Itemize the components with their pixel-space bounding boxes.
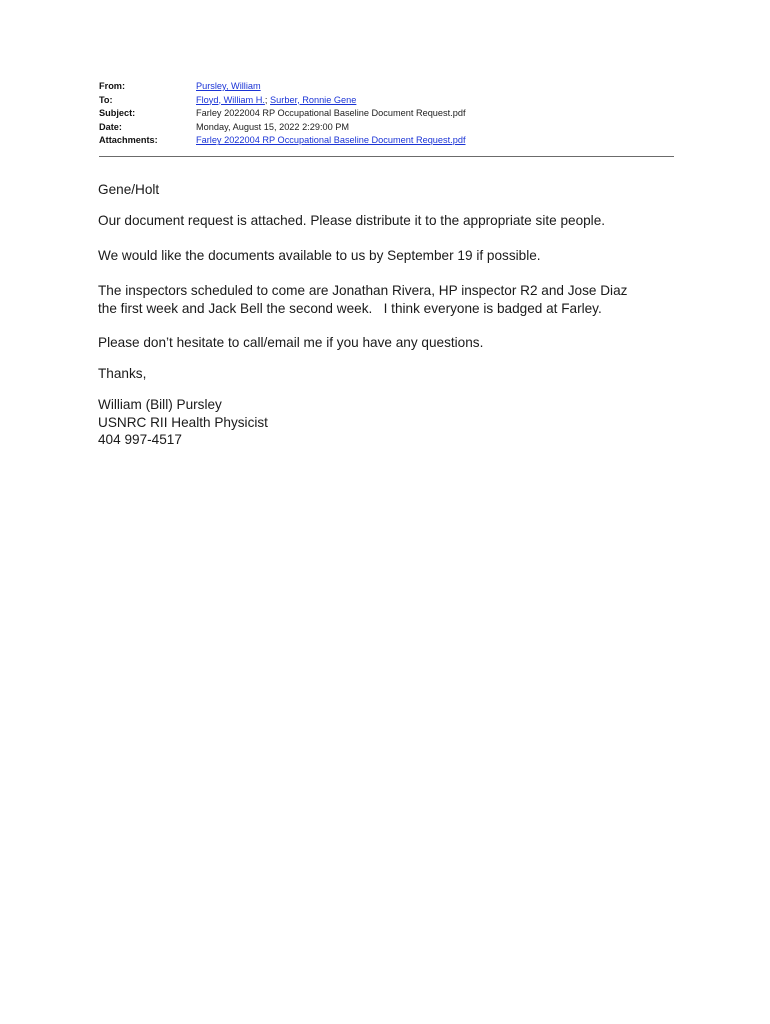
from-label: From: xyxy=(99,81,126,91)
header-divider xyxy=(99,156,674,157)
signature-title: USNRC RII Health Physicist xyxy=(98,414,268,430)
to-recipients xyxy=(196,94,356,108)
to-label: To: xyxy=(99,94,113,105)
recipient-separator: ; xyxy=(264,94,268,105)
paragraph-inspectors-line-2: the first week and Jack Bell the second week. I think everyone is badged at Farley. xyxy=(98,300,602,316)
paragraph-questions: Please don’t hesitate to call/email me if you have any questions. xyxy=(98,335,484,350)
attachments-row xyxy=(99,134,674,148)
closing: Thanks, xyxy=(98,366,147,381)
recipient-link-floyd[interactable]: Floyd, William H. xyxy=(196,94,265,105)
subject-label: Subject: xyxy=(99,108,136,119)
from-link[interactable]: Pursley, William xyxy=(196,81,261,91)
attachments-label: Attachments: xyxy=(99,135,158,146)
subject-value: Farley 2022004 RP Occupational Baseline Document Request.pdf xyxy=(196,108,466,119)
date-label: Date: xyxy=(99,121,122,132)
recipient-link-surber[interactable]: Surber, Ronnie Gene xyxy=(270,94,357,105)
attachment-link[interactable]: Farley 2022004 RP Occupational Baseline Document Request.pdf xyxy=(196,135,466,146)
paragraph-inspectors-line-1: The inspectors scheduled to come are Jonathan Rivera, HP inspector R2 and Jose Diaz xyxy=(98,283,628,298)
paragraph-deadline: We would like the documents available to us by September 19 if possible. xyxy=(98,248,541,263)
signature-name: William (Bill) Pursley xyxy=(98,397,222,412)
signature-block xyxy=(98,396,678,449)
from-row xyxy=(99,80,674,94)
signature-phone: 404 997-4517 xyxy=(98,432,182,447)
date-value: Monday, August 15, 2022 2:29:00 PM xyxy=(196,121,350,132)
subject-row xyxy=(99,107,674,121)
greeting: Gene/Holt xyxy=(98,182,160,197)
date-row xyxy=(99,121,674,135)
paragraph-inspectors xyxy=(98,282,678,317)
to-row xyxy=(99,94,674,108)
email-header xyxy=(99,80,674,148)
paragraph-document-request: Our document request is attached. Please distribute it to the appropriate site people. xyxy=(98,213,606,228)
